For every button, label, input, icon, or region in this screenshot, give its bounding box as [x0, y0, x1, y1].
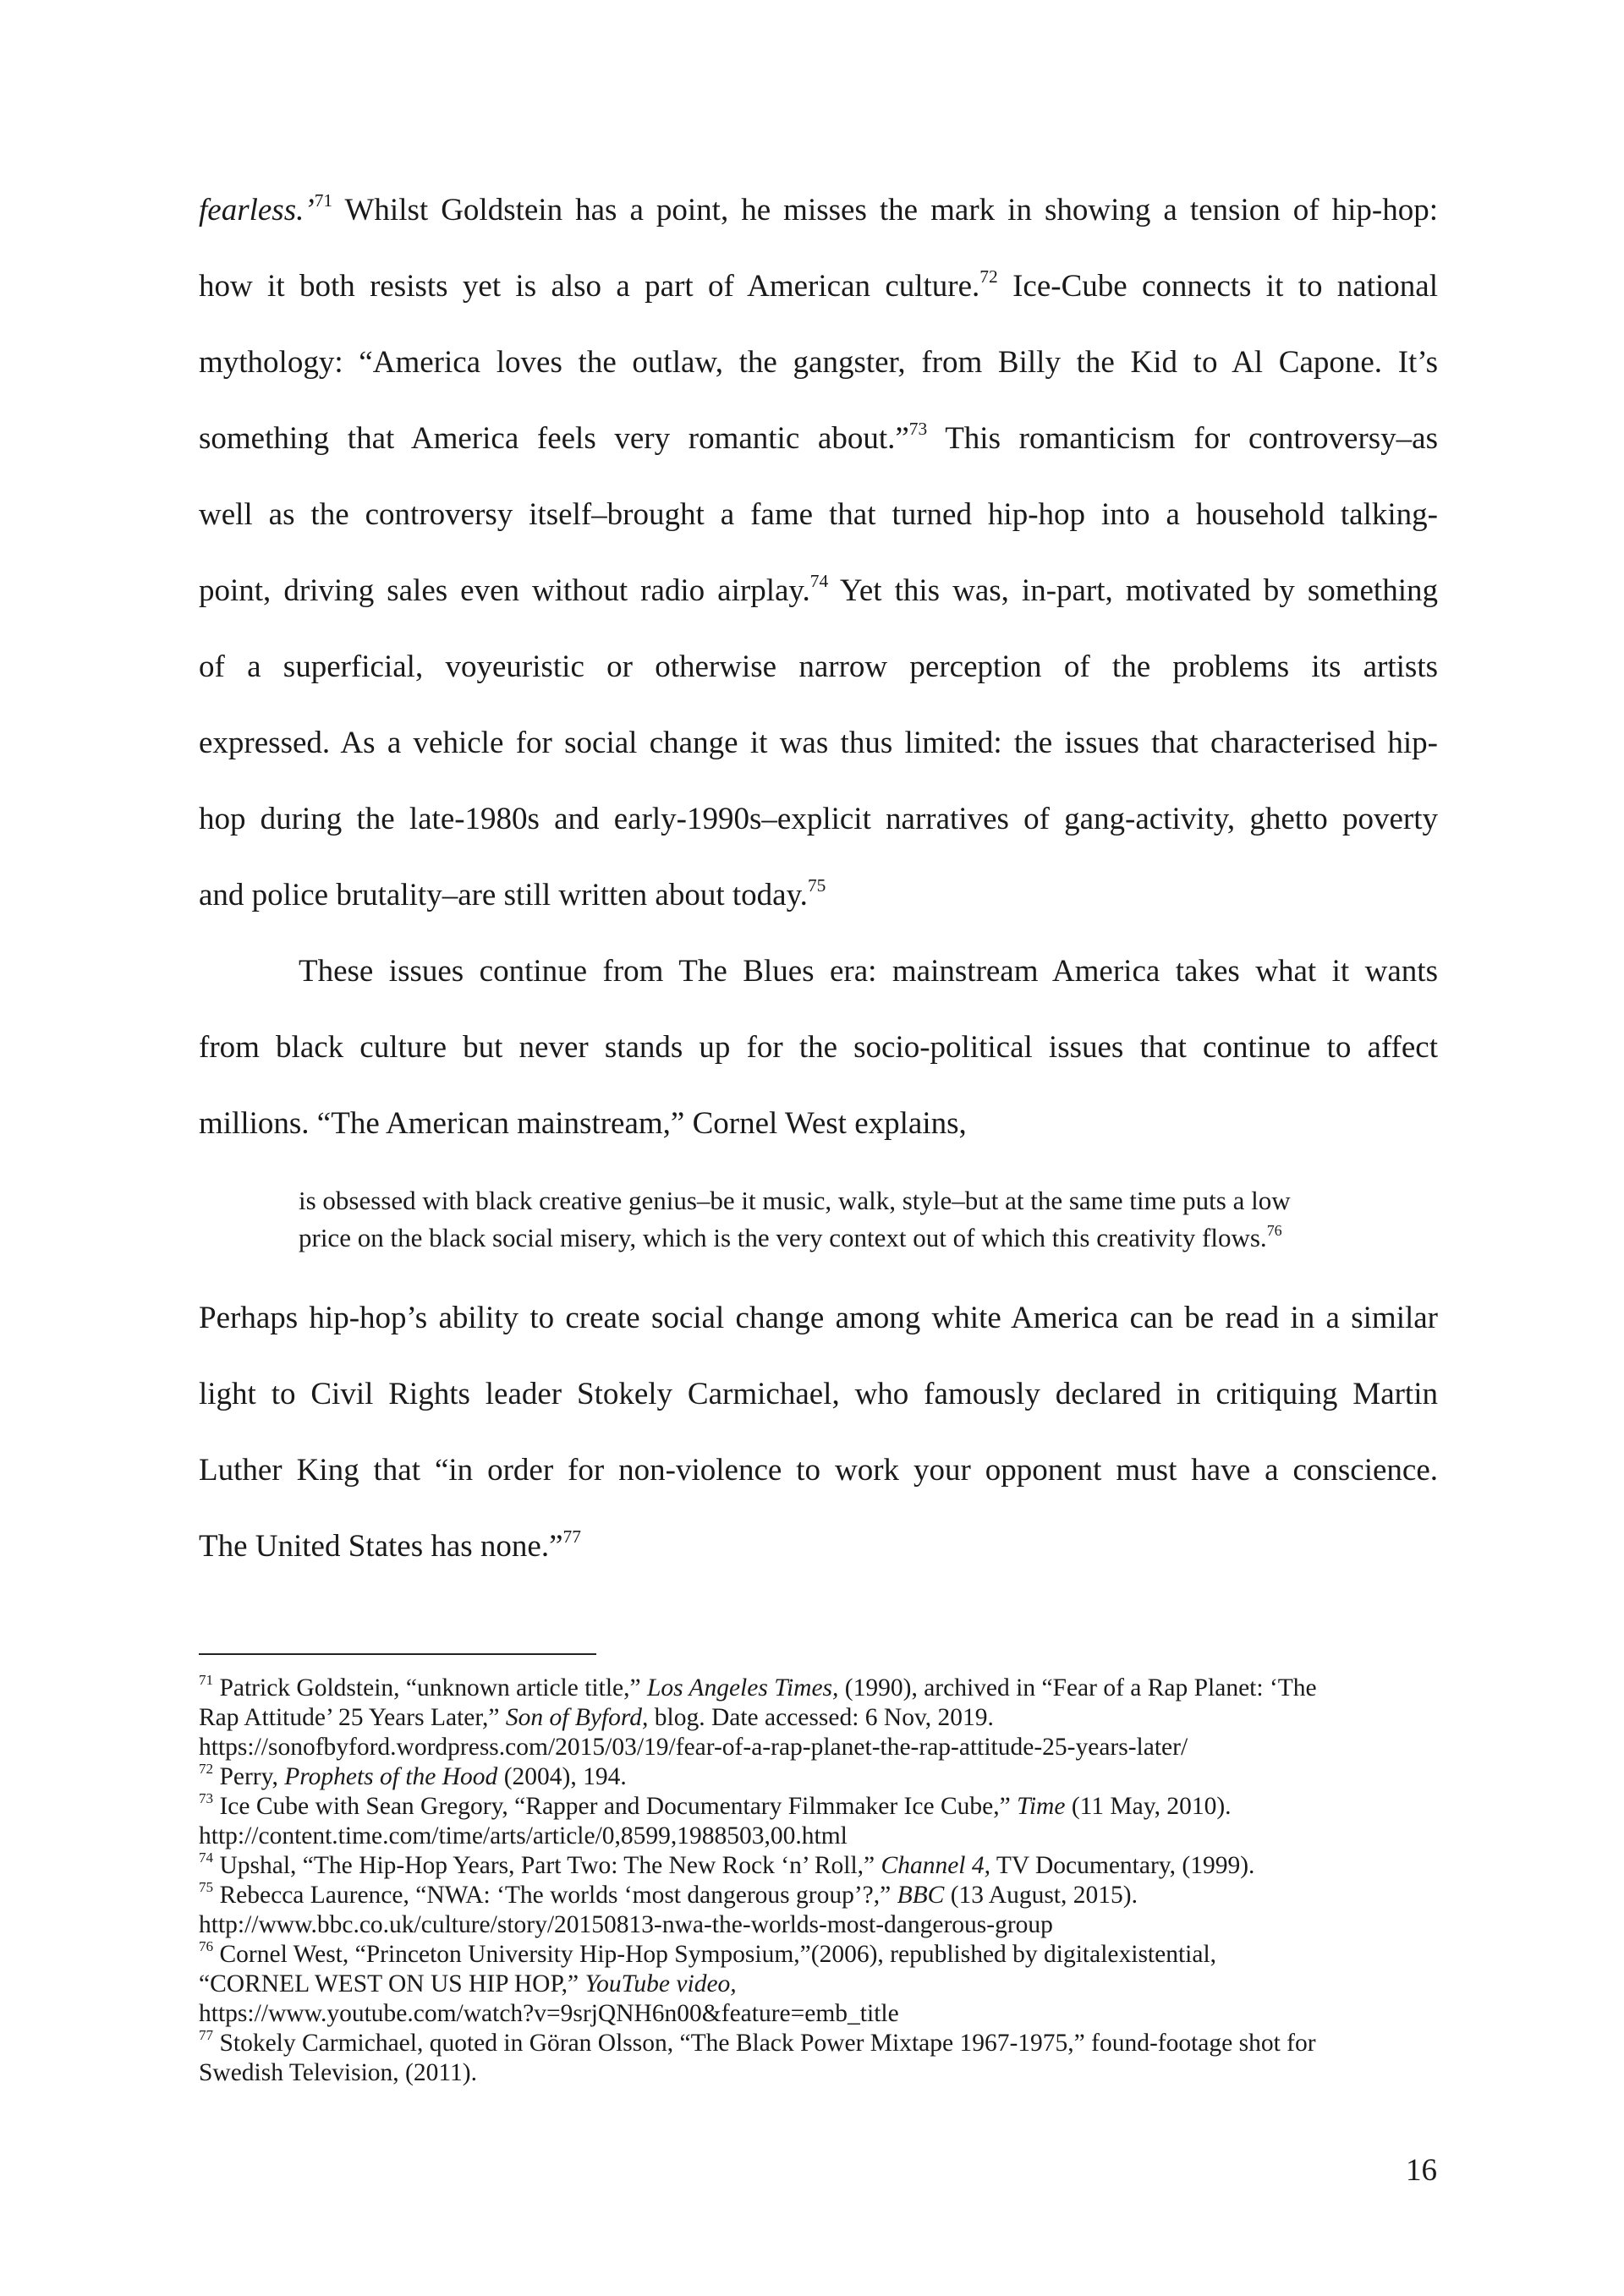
footnote-73: $^{73}$ Ice Cube with Sean Gregory, “Rapper and Documentary Filmmaker Ice Cube,” Time (11 May, 2010). — [199, 1790, 1232, 1820]
body-line: from black culture but never stands up for the socio-political issues that continue to affect — [199, 1030, 1438, 1065]
body-line: how it both resists yet is also a part of American culture.$^{72}$ Ice-Cube connects it to national — [199, 266, 1438, 304]
footnote-link[interactable]: https://sonofbyford.wordpress.com/2015/03/19/fear-of-a-rap-planet-the-rap-attitude-25-years-later/ — [199, 1734, 1188, 1761]
footnote-separator — [199, 1653, 596, 1655]
footnote-ref: 73 — [908, 418, 928, 439]
block-quote-line: is obsessed with black creative genius–be it music, walk, style–but at the same time puts a low — [299, 1186, 1291, 1215]
body-line: light to Civil Rights leader Stokely Carmichael, who famously declared in critiquing Martin — [199, 1377, 1438, 1411]
footnote-link[interactable]: http://content.time.com/time/arts/article/0,8599,1988503,00.html — [199, 1822, 848, 1849]
footnote-75: $^{75}$ Rebecca Laurence, “NWA: ‘The worlds ‘most dangerous group’?,” BBC (13 August, 2015). — [199, 1879, 1138, 1909]
body-line: The United States has none.”$^{77}$ — [199, 1526, 581, 1564]
footnote-76: $^{76}$ Cornel West, “Princeton University Hip-Hop Symposium,”(2006), republished by digitalexistential, — [199, 1938, 1217, 1968]
footnote-71: $^{71}$ Patrick Goldstein, “unknown article title,” Los Angeles Times, (1990), archived in “Fear of a Rap Planet: ‘The — [199, 1672, 1317, 1701]
page-number: 16 — [1406, 2153, 1437, 2188]
footnote-line: Swedish Television, (2011). — [199, 2059, 477, 2086]
body-line: something that America feels very romantic about.”$^{73}$ This romanticism for controversy–as — [199, 418, 1438, 456]
footnote-ref: 76 — [1266, 1221, 1282, 1239]
body-line: and police brutality–are still written about today.$^{75}$ — [199, 874, 826, 912]
block-quote-line: price on the black social misery, which is the very context out of which this creativity flows.$^{76}$ — [299, 1221, 1282, 1252]
body-line: of a superficial, voyeuristic or otherwise narrow perception of the problems its artists — [199, 649, 1438, 684]
footnote-ref: 75 — [807, 874, 826, 896]
body-line: expressed. As a vehicle for social change it was thus limited: the issues that characterised hip- — [199, 726, 1438, 760]
body-line: hop during the late-1980s and early-1990s–explicit narratives of gang-activity, ghetto poverty — [199, 802, 1438, 836]
body-line: Perhaps hip-hop’s ability to create social change among white America can be read in a similar — [199, 1301, 1438, 1335]
footnote-72: $^{72}$ Perry, Prophets of the Hood (2004), 194. — [199, 1761, 627, 1790]
body-line: Luther King that “in order for non-violence to work your opponent must have a conscience. — [199, 1453, 1438, 1488]
footnote-ref: 71 — [314, 189, 333, 211]
footnote-link[interactable]: http://www.bbc.co.uk/culture/story/20150813-nwa-the-worlds-most-dangerous-group — [199, 1911, 1053, 1938]
footnote-ref: 74 — [809, 570, 829, 591]
footnote-link[interactable]: https://www.youtube.com/watch?v=9srjQNH6n00&feature=emb_title — [199, 2000, 899, 2027]
body-line: mythology: “America loves the outlaw, the gangster, from Billy the Kid to Al Capone. It’s — [199, 345, 1438, 380]
footnote-line: Rap Attitude’ 25 Years Later,” Son of Byford, blog. Date accessed: 6 Nov, 2019. — [199, 1704, 994, 1731]
footnote-74: $^{74}$ Upshal, “The Hip-Hop Years, Part Two: The New Rock ‘n’ Roll,” Channel 4, TV Documentary, (1999). — [199, 1849, 1255, 1879]
footnote-ref: 72 — [979, 266, 998, 287]
footnote-line: “CORNEL WEST ON US HIP HOP,” YouTube video, — [199, 1970, 737, 1997]
body-line: well as the controversy itself–brought a fame that turned hip-hop into a household talking- — [199, 497, 1438, 532]
body-line: millions. “The American mainstream,” Cornel West explains, — [199, 1106, 967, 1141]
body-line: These issues continue from The Blues era: mainstream America takes what it wants — [299, 954, 1438, 989]
footnote-ref: 77 — [562, 1526, 581, 1547]
body-line: point, driving sales even without radio airplay.$^{74}$ Yet this was, in-part, motivated by something — [199, 570, 1438, 608]
footnote-77: $^{77}$ Stokely Carmichael, quoted in Göran Olsson, “The Black Power Mixtape 1967-1975,” found-footage shot for — [199, 2027, 1316, 2057]
body-line: fearless.’$^{71}$ Whilst Goldstein has a point, he misses the mark in showing a tension of hip-hop: — [199, 189, 1438, 227]
